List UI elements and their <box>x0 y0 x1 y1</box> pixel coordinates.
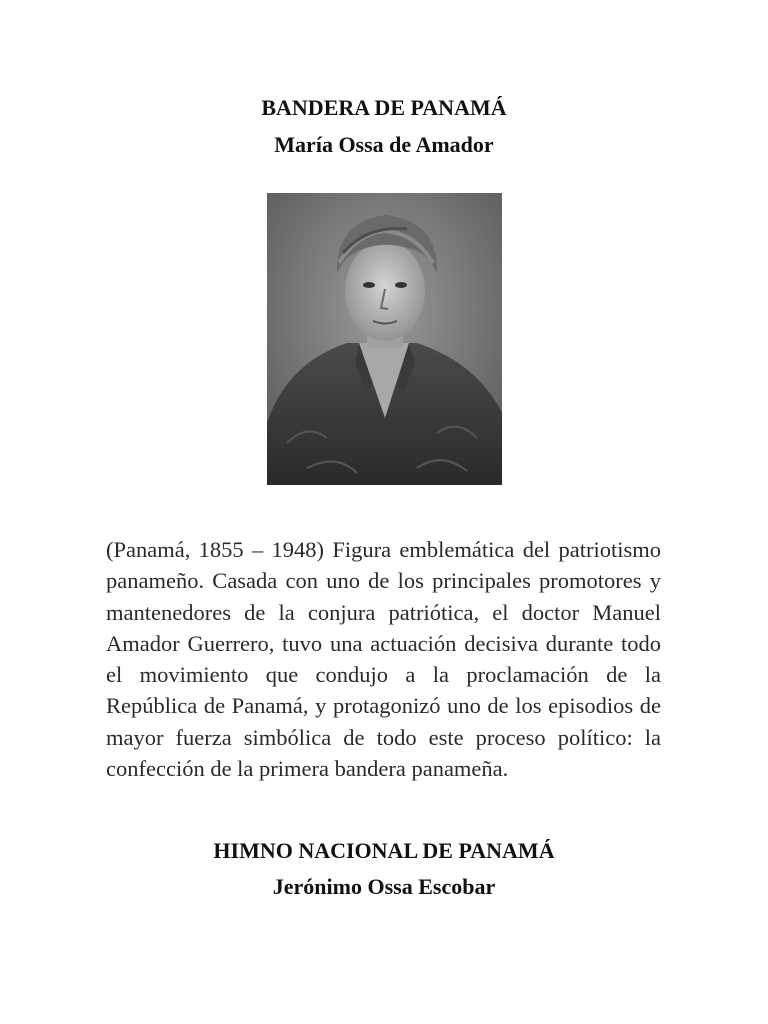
anthem-section-author: Jerónimo Ossa Escobar <box>272 874 496 899</box>
biography-paragraph: (Panamá, 1855 – 1948) Figura emblemática del patriotismo panameño. Casada con uno de los principales promotores y mantenedores de la conjura patriótica, el doctor Manuel Amador Guerrero, tuvo una actuación decisiva durante todo el movimiento que condujo a la proclamación de la República de Panamá, y protagonizó uno de los episodios de mayor fuerza simbólica de todo este proceso político: la confección de la primera bandera panameña. <box>106 537 661 782</box>
flag-section-author: María Ossa de Amador <box>274 132 494 157</box>
portrait-photo-icon <box>267 193 502 485</box>
anthem-section-title: HIMNO NACIONAL DE PANAMÁ <box>213 838 555 863</box>
portrait-photo <box>267 193 502 485</box>
flag-section-title: BANDERA DE PANAMÁ <box>261 95 507 120</box>
